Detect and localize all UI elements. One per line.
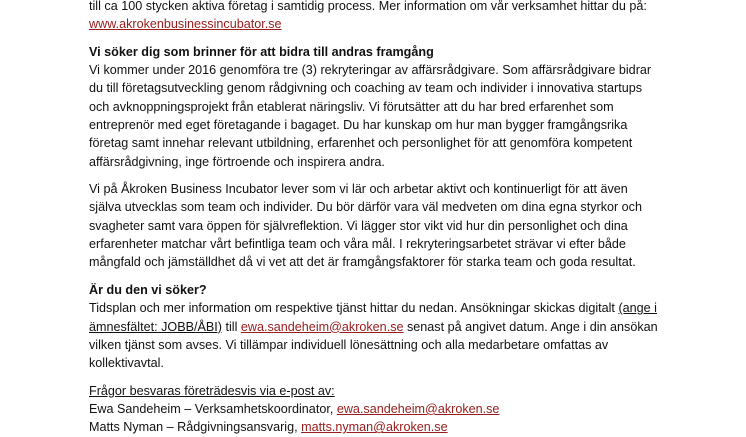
application-line-4: kollektivavtal. [89,356,164,371]
application-line-3: vilken tjänst som avses. Vi tillämpar individuell lönesättning och alla medarbetare omfattas av [89,337,609,352]
contact-email-link[interactable]: ewa.sandeheim@akroken.se [336,401,500,416]
contact-email-link[interactable]: matts.nyman@akroken.se [301,420,448,435]
subject-note-cont: ämnesfältet: JOBB/ÅBI) [89,319,222,334]
application-text: senast på angivet datum. Ange i din ansökan [403,319,658,334]
paragraph-line: företag samt innehar relevant utbildning, erfarenhet och personlighet för att genomföra kompetent [89,136,633,151]
paragraph-line: Vi kommer under 2016 genomföra tre (3) rekryteringar av affärsrådgivare. Som affärsrådgivare bidrar [89,63,652,78]
section-heading-framgang: Vi söker dig som brinner för att bidra till andras framgång [89,44,434,59]
contact-name: Matts Nyman – Rådgivningsansvarig, [89,420,302,435]
paragraph-line: erfarenheter matchar vårt befintliga team och våra mål. I rekryteringsarbetet strävar vi efter både [89,237,626,252]
contacts-heading: Frågor besvaras företrädesvis via e-post av: [89,383,335,398]
contact-row [89,418,729,436]
paragraph-line: affärsrådgivning, inge förtroende och inspirera andra. [89,154,385,169]
paragraph-line: mångfald och jämställdhet då vi vet att det är framgångsfaktorer för starka team och goda resultat. [89,255,636,270]
paragraph-line: Vi på Åkroken Business Incubator lever som vi lär och arbetar aktivt och kontinuerligt för att även [89,182,628,197]
application-line-2 [89,318,729,336]
contact-row [89,400,729,418]
document-page [89,0,729,437]
intro-website-row [89,15,729,33]
application-text: Tidsplan och mer information om respektive tjänst hittar du nedan. Ansökningar skickas digitalt [89,301,615,316]
subject-note: (ange i [618,301,657,316]
contact-name: Ewa Sandeheim – Verksamhetskoordinator, [89,401,337,416]
paragraph-line: själva utvecklas som team och individer. Du bör därför vara väl medveten om dina egna styrkor och [89,200,642,215]
application-text: till [222,319,241,334]
section-heading-ar-du: Är du den vi söker? [89,282,207,297]
application-email-link[interactable]: ewa.sandeheim@akroken.se [240,319,404,334]
paragraph-line: entreprenör med eget företagande i bagaget. Du har kunskap om hur man bygger framgångsrika [89,118,628,133]
paragraph-line: du till företagsutveckling genom rådgivning och coaching av team och individer i innovativa startups [89,81,643,96]
paragraph-line: och avknoppningsprojekt från etablerat näringsliv. Vi förutsätter att du har bred erfarenhet som [89,99,614,114]
website-link[interactable]: www.akrokenbusinessincubator.se [89,17,282,32]
application-line-1 [89,299,729,317]
intro-text: till ca 100 stycken aktiva företag i samtidig process. Mer information om vår verksamhet hittar du på: [89,0,647,13]
paragraph-line: svagheter samt vara öppen för självreflektion. Vi lägger stor vikt vid hur din personlighet och dina [89,218,628,233]
